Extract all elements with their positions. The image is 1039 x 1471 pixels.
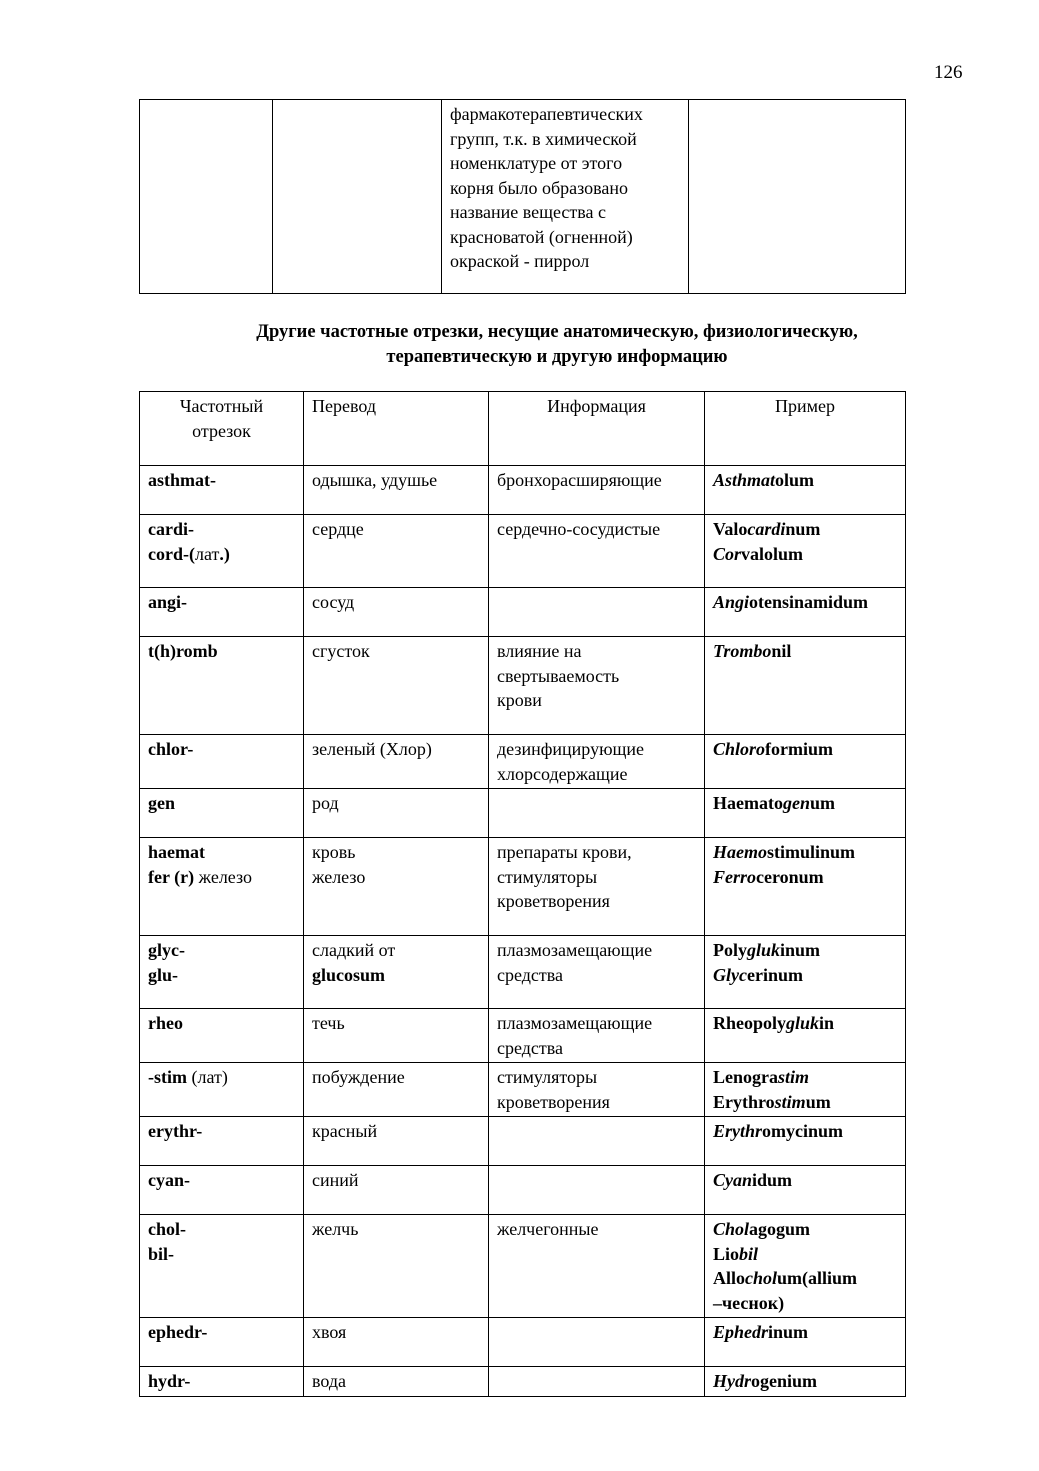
translation-cell bbox=[304, 637, 489, 735]
information-cell bbox=[489, 515, 705, 588]
segment-cell bbox=[140, 515, 304, 588]
info-line: красноватой (огненной) bbox=[450, 226, 633, 247]
translation-cell bbox=[304, 1009, 489, 1063]
table-row bbox=[140, 1318, 906, 1367]
translation-cell bbox=[304, 936, 489, 1009]
example-line: Asthmatolum bbox=[713, 470, 815, 490]
example-line: Valocardinum bbox=[713, 519, 821, 539]
example-line: Cholagogum bbox=[713, 1219, 811, 1239]
information-line: влияние на bbox=[497, 641, 582, 661]
segments-table bbox=[139, 391, 906, 1397]
segment-line: angi- bbox=[148, 592, 188, 612]
translation-cell bbox=[304, 466, 489, 515]
segment-line: bil- bbox=[148, 1243, 175, 1264]
segment-line: ephedr- bbox=[148, 1322, 208, 1342]
example-cell bbox=[705, 515, 906, 588]
example-line: Polyglukinum bbox=[713, 940, 821, 960]
header-example bbox=[705, 392, 906, 466]
translation-cell bbox=[304, 789, 489, 838]
header-label: Перевод bbox=[312, 396, 376, 416]
translation-line: синий bbox=[312, 1170, 359, 1190]
header-label: Пример bbox=[774, 396, 835, 416]
segment-line: chlor- bbox=[148, 739, 194, 759]
information-line: хлорсодержащие bbox=[497, 763, 628, 784]
table-row bbox=[140, 100, 906, 294]
info-line: название вещества с bbox=[450, 202, 607, 222]
table-row bbox=[140, 1009, 906, 1063]
segment-line: rheo bbox=[148, 1013, 183, 1033]
information-line: препараты крови, bbox=[497, 842, 632, 862]
example-cell bbox=[705, 1009, 906, 1063]
translation-cell bbox=[304, 1367, 489, 1397]
information-line: стимуляторы bbox=[497, 866, 598, 887]
segment-line: -stim (лат) bbox=[148, 1067, 228, 1087]
information-line: сердечно-сосудистые bbox=[497, 519, 661, 539]
header-label: Частотный bbox=[179, 396, 264, 416]
segment-cell bbox=[140, 1166, 304, 1215]
segment-cell bbox=[140, 838, 304, 936]
table-row bbox=[140, 789, 906, 838]
info-line: номенклатуре от этого bbox=[450, 153, 623, 173]
segment-cell bbox=[140, 1215, 304, 1318]
section-heading bbox=[139, 320, 975, 370]
segment-cell bbox=[140, 936, 304, 1009]
example-line: Rheopolyglukin bbox=[713, 1013, 835, 1033]
information-cell bbox=[489, 1009, 705, 1063]
header-label: отрезок bbox=[192, 420, 251, 441]
information-cell bbox=[489, 1063, 705, 1117]
information-line: средства bbox=[497, 964, 564, 985]
example-line: –чеснок) bbox=[713, 1292, 785, 1313]
table-header-row bbox=[140, 392, 906, 466]
table-cell bbox=[689, 100, 906, 294]
table-row bbox=[140, 466, 906, 515]
translation-cell bbox=[304, 1318, 489, 1367]
translation-cell bbox=[304, 515, 489, 588]
translation-line: сосуд bbox=[312, 592, 355, 612]
example-cell bbox=[705, 1215, 906, 1318]
segment-cell bbox=[140, 1367, 304, 1397]
segment-cell bbox=[140, 637, 304, 735]
example-line: Erythrostimum bbox=[713, 1091, 831, 1112]
segment-line: cardi- bbox=[148, 519, 194, 539]
information-line: кроветворения bbox=[497, 891, 610, 911]
segment-line: cyan- bbox=[148, 1170, 190, 1190]
segment-line: t(h)romb bbox=[148, 641, 218, 661]
table-row bbox=[140, 1215, 906, 1318]
page-number: 126 bbox=[934, 62, 963, 83]
segment-line: hydr- bbox=[148, 1371, 191, 1391]
continuation-table bbox=[139, 99, 906, 294]
example-line: Cyanidum bbox=[713, 1170, 793, 1190]
translation-line: сладкий от bbox=[312, 940, 396, 960]
information-cell bbox=[489, 1166, 705, 1215]
example-line: Glycerinum bbox=[713, 964, 803, 985]
table-cell bbox=[273, 100, 442, 294]
information-cell bbox=[489, 838, 705, 936]
segment-line: gen bbox=[148, 793, 175, 813]
segment-line: erythr- bbox=[148, 1121, 203, 1141]
info-cell bbox=[442, 100, 689, 294]
table-row bbox=[140, 1063, 906, 1117]
segment-line: cord-(лат.) bbox=[148, 543, 230, 564]
info-line: групп, т.к. в химической bbox=[450, 128, 637, 149]
header-label: Информация bbox=[547, 396, 646, 416]
example-cell bbox=[705, 1166, 906, 1215]
translation-cell bbox=[304, 838, 489, 936]
table-row bbox=[140, 637, 906, 735]
example-cell bbox=[705, 735, 906, 789]
table-row bbox=[140, 1166, 906, 1215]
information-cell bbox=[489, 466, 705, 515]
information-line: свертываемость bbox=[497, 665, 620, 686]
translation-line: glucosum bbox=[312, 964, 386, 985]
table-row bbox=[140, 838, 906, 936]
segment-cell bbox=[140, 789, 304, 838]
example-line: Chloroformium bbox=[713, 739, 834, 759]
translation-cell bbox=[304, 1063, 489, 1117]
segment-line: chol- bbox=[148, 1219, 186, 1239]
translation-line: побуждение bbox=[312, 1067, 405, 1087]
information-cell bbox=[489, 1367, 705, 1397]
example-line: Liobil bbox=[713, 1243, 759, 1264]
translation-line: вода bbox=[312, 1371, 347, 1391]
information-cell bbox=[489, 789, 705, 838]
heading-line: Другие частотные отрезки, несущие анатомическую, физиологическую, bbox=[256, 322, 858, 342]
translation-line: красный bbox=[312, 1121, 378, 1141]
segment-cell bbox=[140, 466, 304, 515]
info-line: окраской - пиррол bbox=[450, 251, 590, 271]
segment-cell bbox=[140, 1009, 304, 1063]
example-cell bbox=[705, 588, 906, 637]
information-line: крови bbox=[497, 690, 542, 710]
segment-line: glyc- bbox=[148, 940, 185, 960]
header-segment bbox=[140, 392, 304, 466]
information-cell bbox=[489, 1215, 705, 1318]
translation-line: род bbox=[312, 793, 339, 813]
example-line: Hydrogenium bbox=[713, 1371, 818, 1391]
table-cell bbox=[140, 100, 273, 294]
information-cell bbox=[489, 735, 705, 789]
example-cell bbox=[705, 838, 906, 936]
segment-cell bbox=[140, 1117, 304, 1166]
example-cell bbox=[705, 1367, 906, 1397]
information-cell bbox=[489, 1318, 705, 1367]
translation-cell bbox=[304, 1166, 489, 1215]
header-information bbox=[489, 392, 705, 466]
table-row bbox=[140, 1117, 906, 1166]
example-line: Allocholum(allium bbox=[713, 1268, 858, 1288]
translation-line: сгусток bbox=[312, 641, 370, 661]
heading-line: терапевтическую и другую информацию bbox=[386, 347, 728, 367]
table-row bbox=[140, 936, 906, 1009]
translation-line: сердце bbox=[312, 519, 364, 539]
info-line: фармакотерапевтических bbox=[450, 104, 643, 124]
segment-cell bbox=[140, 1063, 304, 1117]
information-line: желчегонные bbox=[497, 1219, 599, 1239]
example-line: Lenograstim bbox=[713, 1067, 810, 1087]
information-line: бронхорасширяющие bbox=[497, 470, 662, 490]
example-line: Haemostimulinum bbox=[713, 842, 856, 862]
information-line: дезинфицирующие bbox=[497, 739, 644, 759]
segment-line: haemat bbox=[148, 842, 205, 862]
table-row bbox=[140, 1367, 906, 1397]
example-line: Ephedrinum bbox=[713, 1322, 809, 1342]
translation-line: желчь bbox=[312, 1219, 359, 1239]
example-cell bbox=[705, 936, 906, 1009]
example-line: Ferroceronum bbox=[713, 866, 824, 887]
information-line: плазмозамещающие bbox=[497, 1013, 653, 1033]
information-cell bbox=[489, 936, 705, 1009]
example-line: Corvalolum bbox=[713, 543, 804, 564]
segment-line: glu- bbox=[148, 964, 179, 985]
segment-line: asthmat- bbox=[148, 470, 216, 490]
segment-cell bbox=[140, 588, 304, 637]
example-line: Haematogenum bbox=[713, 793, 835, 813]
example-line: Erythromycinum bbox=[713, 1121, 844, 1141]
information-line: плазмозамещающие bbox=[497, 940, 653, 960]
example-cell bbox=[705, 1318, 906, 1367]
information-cell bbox=[489, 637, 705, 735]
example-cell bbox=[705, 1063, 906, 1117]
translation-line: одышка, удушье bbox=[312, 470, 438, 490]
translation-cell bbox=[304, 735, 489, 789]
information-cell bbox=[489, 1117, 705, 1166]
header-translation bbox=[304, 392, 489, 466]
information-line: средства bbox=[497, 1037, 564, 1058]
translation-cell bbox=[304, 588, 489, 637]
segment-cell bbox=[140, 735, 304, 789]
table-row bbox=[140, 515, 906, 588]
table-row bbox=[140, 735, 906, 789]
information-cell bbox=[489, 588, 705, 637]
example-cell bbox=[705, 1117, 906, 1166]
information-line: кроветворения bbox=[497, 1091, 610, 1112]
example-cell bbox=[705, 466, 906, 515]
info-line: корня было образовано bbox=[450, 177, 629, 198]
translation-line: течь bbox=[312, 1013, 345, 1033]
example-cell bbox=[705, 789, 906, 838]
translation-cell bbox=[304, 1117, 489, 1166]
translation-cell bbox=[304, 1215, 489, 1318]
example-line: Angiotensinamidum bbox=[713, 592, 869, 612]
translation-line: хвоя bbox=[312, 1322, 347, 1342]
translation-line: зеленый (Хлор) bbox=[312, 739, 432, 759]
translation-line: кровь bbox=[312, 842, 356, 862]
segment-line: fer (r) железо bbox=[148, 866, 253, 887]
translation-line: железо bbox=[312, 866, 366, 887]
segment-cell bbox=[140, 1318, 304, 1367]
example-cell bbox=[705, 637, 906, 735]
table-row bbox=[140, 588, 906, 637]
information-line: стимуляторы bbox=[497, 1067, 598, 1087]
example-line: Trombonil bbox=[713, 641, 792, 661]
